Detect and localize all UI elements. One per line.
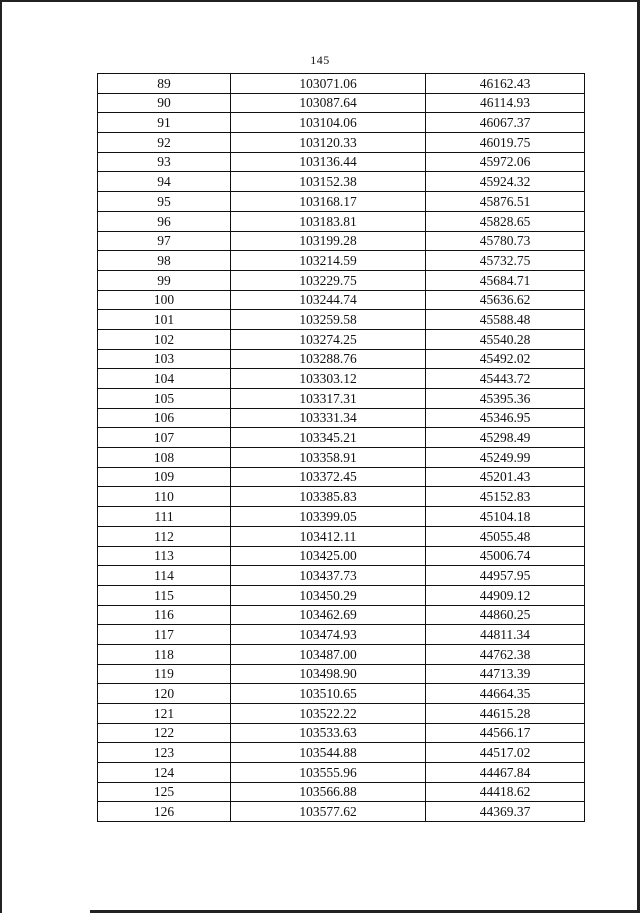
row-index-cell: 121: [98, 704, 231, 724]
row-index-cell: 120: [98, 684, 231, 704]
row-index-cell: 111: [98, 507, 231, 527]
row-index-cell: 107: [98, 428, 231, 448]
table-row: [98, 329, 585, 349]
value-a-cell: 103577.62: [231, 802, 426, 822]
value-b-cell: 45152.83: [426, 487, 585, 507]
value-a-cell: 103104.06: [231, 113, 426, 133]
table-row: [98, 763, 585, 783]
page-edge-left: [0, 0, 2, 913]
row-index-cell: 123: [98, 743, 231, 763]
row-index-cell: 89: [98, 74, 231, 94]
value-b-cell: 44467.84: [426, 763, 585, 783]
table-row: [98, 270, 585, 290]
value-b-cell: 44762.38: [426, 644, 585, 664]
row-index-cell: 124: [98, 763, 231, 783]
value-a-cell: 103412.11: [231, 526, 426, 546]
table-row: [98, 723, 585, 743]
value-a-cell: 103071.06: [231, 74, 426, 94]
table-row: [98, 448, 585, 468]
row-index-cell: 105: [98, 389, 231, 409]
table-row: [98, 625, 585, 645]
table-row: [98, 428, 585, 448]
table-row: [98, 526, 585, 546]
value-b-cell: 45492.02: [426, 349, 585, 369]
data-table: [97, 73, 585, 822]
table-row: [98, 290, 585, 310]
value-a-cell: 103555.96: [231, 763, 426, 783]
value-a-cell: 103522.22: [231, 704, 426, 724]
table-row: [98, 408, 585, 428]
value-a-cell: 103259.58: [231, 310, 426, 330]
row-index-cell: 106: [98, 408, 231, 428]
value-a-cell: 103566.88: [231, 782, 426, 802]
row-index-cell: 122: [98, 723, 231, 743]
value-a-cell: 103288.76: [231, 349, 426, 369]
page-edge-top: [0, 0, 640, 2]
table-row: [98, 113, 585, 133]
row-index-cell: 117: [98, 625, 231, 645]
table-body: [98, 74, 585, 822]
value-a-cell: 103399.05: [231, 507, 426, 527]
row-index-cell: 92: [98, 133, 231, 153]
table-row: [98, 192, 585, 212]
row-index-cell: 103: [98, 349, 231, 369]
table-row: [98, 644, 585, 664]
value-a-cell: 103168.17: [231, 192, 426, 212]
value-a-cell: 103510.65: [231, 684, 426, 704]
value-a-cell: 103087.64: [231, 93, 426, 113]
value-b-cell: 45972.06: [426, 152, 585, 172]
value-b-cell: 45876.51: [426, 192, 585, 212]
table-row: [98, 349, 585, 369]
value-b-cell: 45540.28: [426, 329, 585, 349]
value-a-cell: 103358.91: [231, 448, 426, 468]
table-row: [98, 152, 585, 172]
value-a-cell: 103244.74: [231, 290, 426, 310]
value-b-cell: 44860.25: [426, 605, 585, 625]
value-a-cell: 103372.45: [231, 467, 426, 487]
value-a-cell: 103544.88: [231, 743, 426, 763]
value-a-cell: 103183.81: [231, 211, 426, 231]
table-row: [98, 467, 585, 487]
value-b-cell: 45055.48: [426, 526, 585, 546]
value-a-cell: 103437.73: [231, 566, 426, 586]
value-b-cell: 45924.32: [426, 172, 585, 192]
value-b-cell: 45732.75: [426, 251, 585, 271]
table-row: [98, 231, 585, 251]
value-a-cell: 103462.69: [231, 605, 426, 625]
value-b-cell: 44664.35: [426, 684, 585, 704]
value-b-cell: 45249.99: [426, 448, 585, 468]
table-row: [98, 211, 585, 231]
value-b-cell: 45395.36: [426, 389, 585, 409]
value-a-cell: 103533.63: [231, 723, 426, 743]
table-row: [98, 664, 585, 684]
value-a-cell: 103345.21: [231, 428, 426, 448]
value-b-cell: 44517.02: [426, 743, 585, 763]
value-a-cell: 103385.83: [231, 487, 426, 507]
value-b-cell: 45298.49: [426, 428, 585, 448]
value-b-cell: 45104.18: [426, 507, 585, 527]
table-row: [98, 172, 585, 192]
value-b-cell: 45588.48: [426, 310, 585, 330]
table-row: [98, 585, 585, 605]
table-row: [98, 251, 585, 271]
row-index-cell: 91: [98, 113, 231, 133]
row-index-cell: 119: [98, 664, 231, 684]
row-index-cell: 90: [98, 93, 231, 113]
table-row: [98, 133, 585, 153]
row-index-cell: 98: [98, 251, 231, 271]
value-a-cell: 103214.59: [231, 251, 426, 271]
table-row: [98, 74, 585, 94]
table-row: [98, 507, 585, 527]
value-a-cell: 103136.44: [231, 152, 426, 172]
value-a-cell: 103199.28: [231, 231, 426, 251]
value-b-cell: 44811.34: [426, 625, 585, 645]
value-a-cell: 103425.00: [231, 546, 426, 566]
value-b-cell: 44909.12: [426, 585, 585, 605]
value-b-cell: 45684.71: [426, 270, 585, 290]
value-b-cell: 45201.43: [426, 467, 585, 487]
row-index-cell: 114: [98, 566, 231, 586]
row-index-cell: 97: [98, 231, 231, 251]
table-row: [98, 782, 585, 802]
value-b-cell: 45006.74: [426, 546, 585, 566]
value-b-cell: 45780.73: [426, 231, 585, 251]
table-row: [98, 704, 585, 724]
value-b-cell: 44418.62: [426, 782, 585, 802]
row-index-cell: 96: [98, 211, 231, 231]
value-a-cell: 103498.90: [231, 664, 426, 684]
table-row: [98, 487, 585, 507]
value-a-cell: 103120.33: [231, 133, 426, 153]
row-index-cell: 100: [98, 290, 231, 310]
value-a-cell: 103229.75: [231, 270, 426, 290]
value-b-cell: 44713.39: [426, 664, 585, 684]
table-row: [98, 605, 585, 625]
row-index-cell: 108: [98, 448, 231, 468]
page-number: 145: [310, 53, 330, 67]
table-row: [98, 546, 585, 566]
value-a-cell: 103474.93: [231, 625, 426, 645]
row-index-cell: 104: [98, 369, 231, 389]
table-row: [98, 310, 585, 330]
value-b-cell: 45443.72: [426, 369, 585, 389]
value-b-cell: 45828.65: [426, 211, 585, 231]
value-a-cell: 103450.29: [231, 585, 426, 605]
row-index-cell: 113: [98, 546, 231, 566]
value-b-cell: 46162.43: [426, 74, 585, 94]
row-index-cell: 93: [98, 152, 231, 172]
value-b-cell: 44615.28: [426, 704, 585, 724]
row-index-cell: 118: [98, 644, 231, 664]
table-row: [98, 566, 585, 586]
row-index-cell: 94: [98, 172, 231, 192]
value-b-cell: 45636.62: [426, 290, 585, 310]
row-index-cell: 101: [98, 310, 231, 330]
table-row: [98, 743, 585, 763]
table-row: [98, 684, 585, 704]
value-b-cell: 46067.37: [426, 113, 585, 133]
value-a-cell: 103317.31: [231, 389, 426, 409]
value-a-cell: 103274.25: [231, 329, 426, 349]
row-index-cell: 99: [98, 270, 231, 290]
value-b-cell: 46114.93: [426, 93, 585, 113]
row-index-cell: 126: [98, 802, 231, 822]
value-b-cell: 44566.17: [426, 723, 585, 743]
table-row: [98, 389, 585, 409]
value-a-cell: 103152.38: [231, 172, 426, 192]
value-a-cell: 103303.12: [231, 369, 426, 389]
table-row: [98, 802, 585, 822]
value-a-cell: 103487.00: [231, 644, 426, 664]
row-index-cell: 115: [98, 585, 231, 605]
value-b-cell: 46019.75: [426, 133, 585, 153]
row-index-cell: 102: [98, 329, 231, 349]
value-b-cell: 45346.95: [426, 408, 585, 428]
table-row: [98, 93, 585, 113]
row-index-cell: 109: [98, 467, 231, 487]
value-a-cell: 103331.34: [231, 408, 426, 428]
row-index-cell: 112: [98, 526, 231, 546]
value-b-cell: 44369.37: [426, 802, 585, 822]
value-b-cell: 44957.95: [426, 566, 585, 586]
row-index-cell: 110: [98, 487, 231, 507]
row-index-cell: 116: [98, 605, 231, 625]
row-index-cell: 95: [98, 192, 231, 212]
row-index-cell: 125: [98, 782, 231, 802]
table-row: [98, 369, 585, 389]
